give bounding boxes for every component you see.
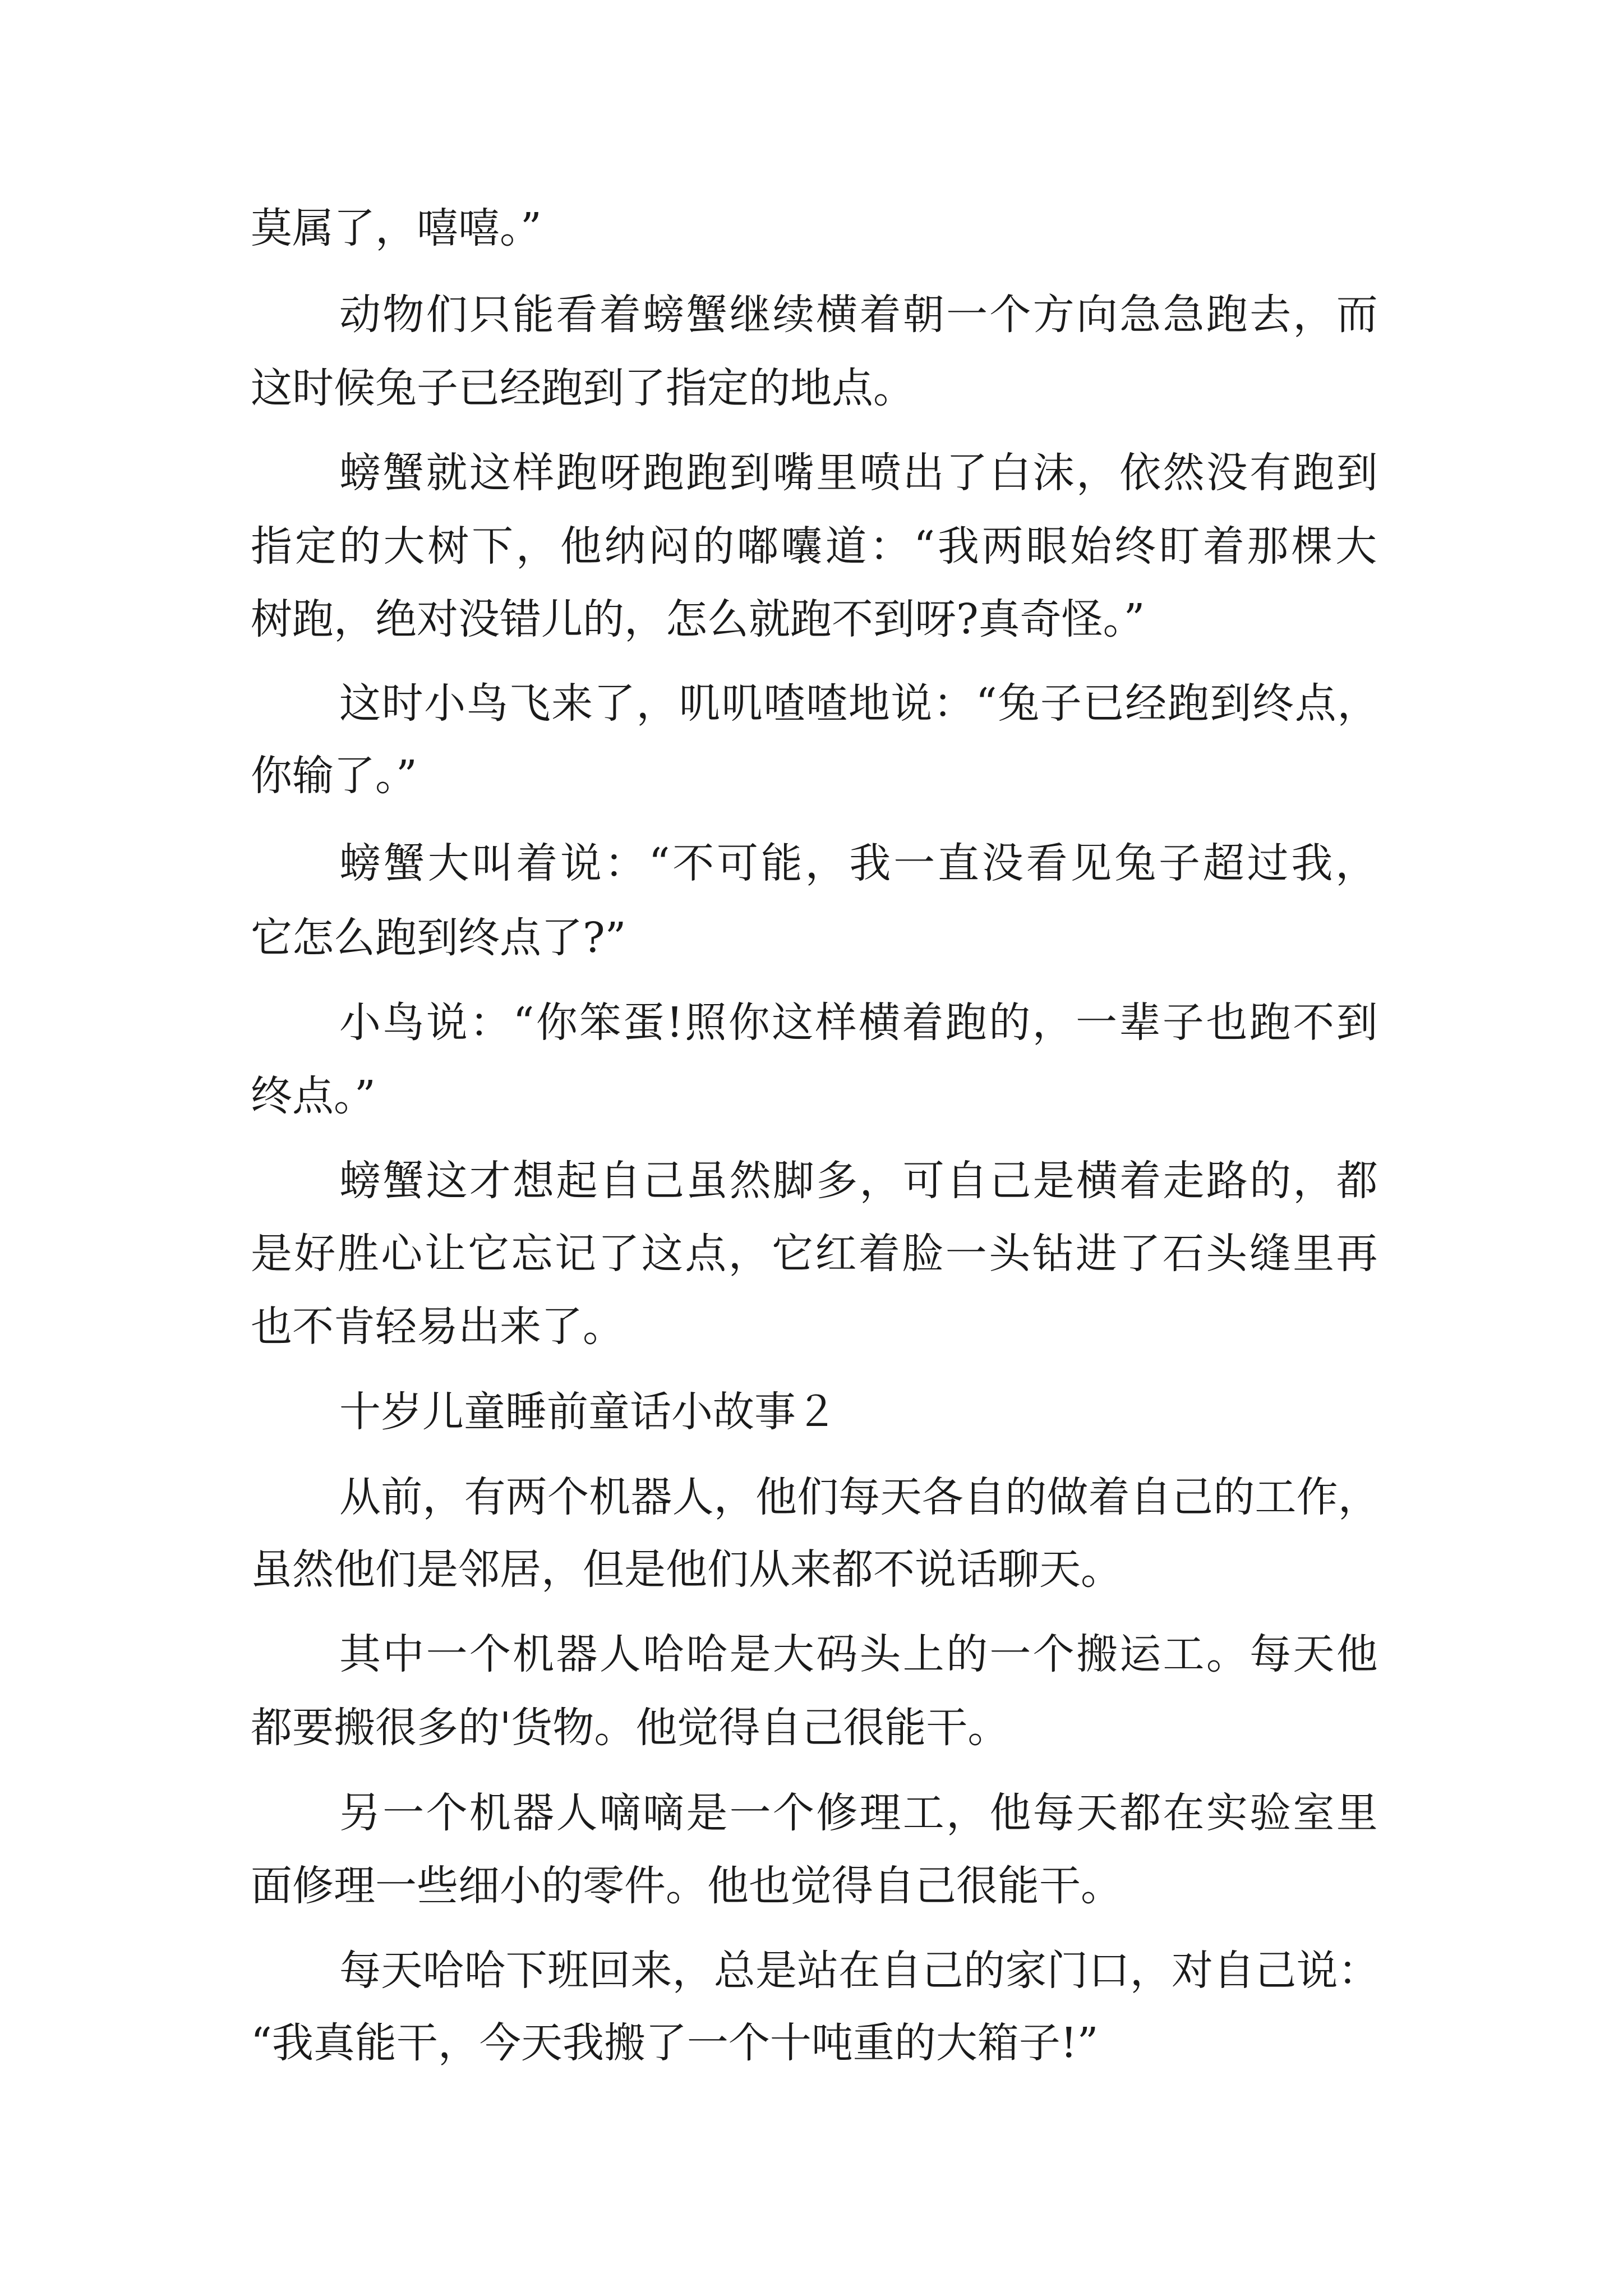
text-line: 它怎么跑到终点了?” (251, 914, 626, 962)
text-line: 也不肯轻易出来了。 (251, 1303, 624, 1351)
text-line: 这时候兔子已经跑到了指定的地点。 (251, 364, 915, 412)
text-line: 动物们只能看着螃蟹继续横着朝一个方向急急跑去，而 (339, 291, 1380, 339)
text-line: 螃蟹这才想起自己虽然脚多，可自己是横着走路的，都 (339, 1157, 1380, 1205)
text-line: 是好胜心让它忘记了这点，它红着脸一头钻进了石头缝里再 (251, 1230, 1380, 1278)
text-line: 终点。” (251, 1072, 376, 1120)
text-line: 螃蟹就这样跑呀跑跑到嘴里喷出了白沫，依然没有跑到 (339, 449, 1380, 497)
text-line: 都要搬很多的'货物。他觉得自己很能干。 (251, 1704, 1009, 1752)
text-line: 虽然他们是邻居，但是他们从来都不说话聊天。 (251, 1545, 1122, 1594)
text-line: 螃蟹大叫着说：“不可能，我一直没看见兔子超过我， (339, 839, 1380, 887)
text-line: 另一个机器人嘀嘀是一个修理工，他每天都在实验室里 (339, 1789, 1380, 1837)
text-line: 每天哈哈下班回来，总是站在自己的家门口，对自己说： (339, 1947, 1380, 1995)
section-heading: 十岁儿童睡前童话小故事２ (339, 1388, 837, 1436)
text-line: 从前，有两个机器人，他们每天各自的做着自己的工作， (339, 1473, 1380, 1521)
text-line: 你输了。” (251, 752, 417, 800)
text-line: 面修理一些细小的零件。他也觉得自己很能干。 (251, 1862, 1122, 1910)
text-line: 指定的大树下，他纳闷的嘟囔道：“我两眼始终盯着那棵大 (251, 522, 1380, 570)
text-line: “我真能干，今天我搬了一个十吨重的大箱子!” (251, 2019, 1099, 2067)
text-line: 树跑，绝对没错儿的，怎么就跑不到呀?真奇怪。” (251, 595, 1145, 643)
text-line: 其中一个机器人哈哈是大码头上的一个搬运工。每天他 (339, 1630, 1380, 1678)
text-line: 小鸟说：“你笨蛋!照你这样横着跑的，一辈子也跑不到 (339, 999, 1380, 1047)
text-line: 莫属了，嘻嘻。” (251, 204, 542, 252)
text-line: 这时小鸟飞来了，叽叽喳喳地说：“兔子已经跑到终点， (339, 679, 1380, 728)
